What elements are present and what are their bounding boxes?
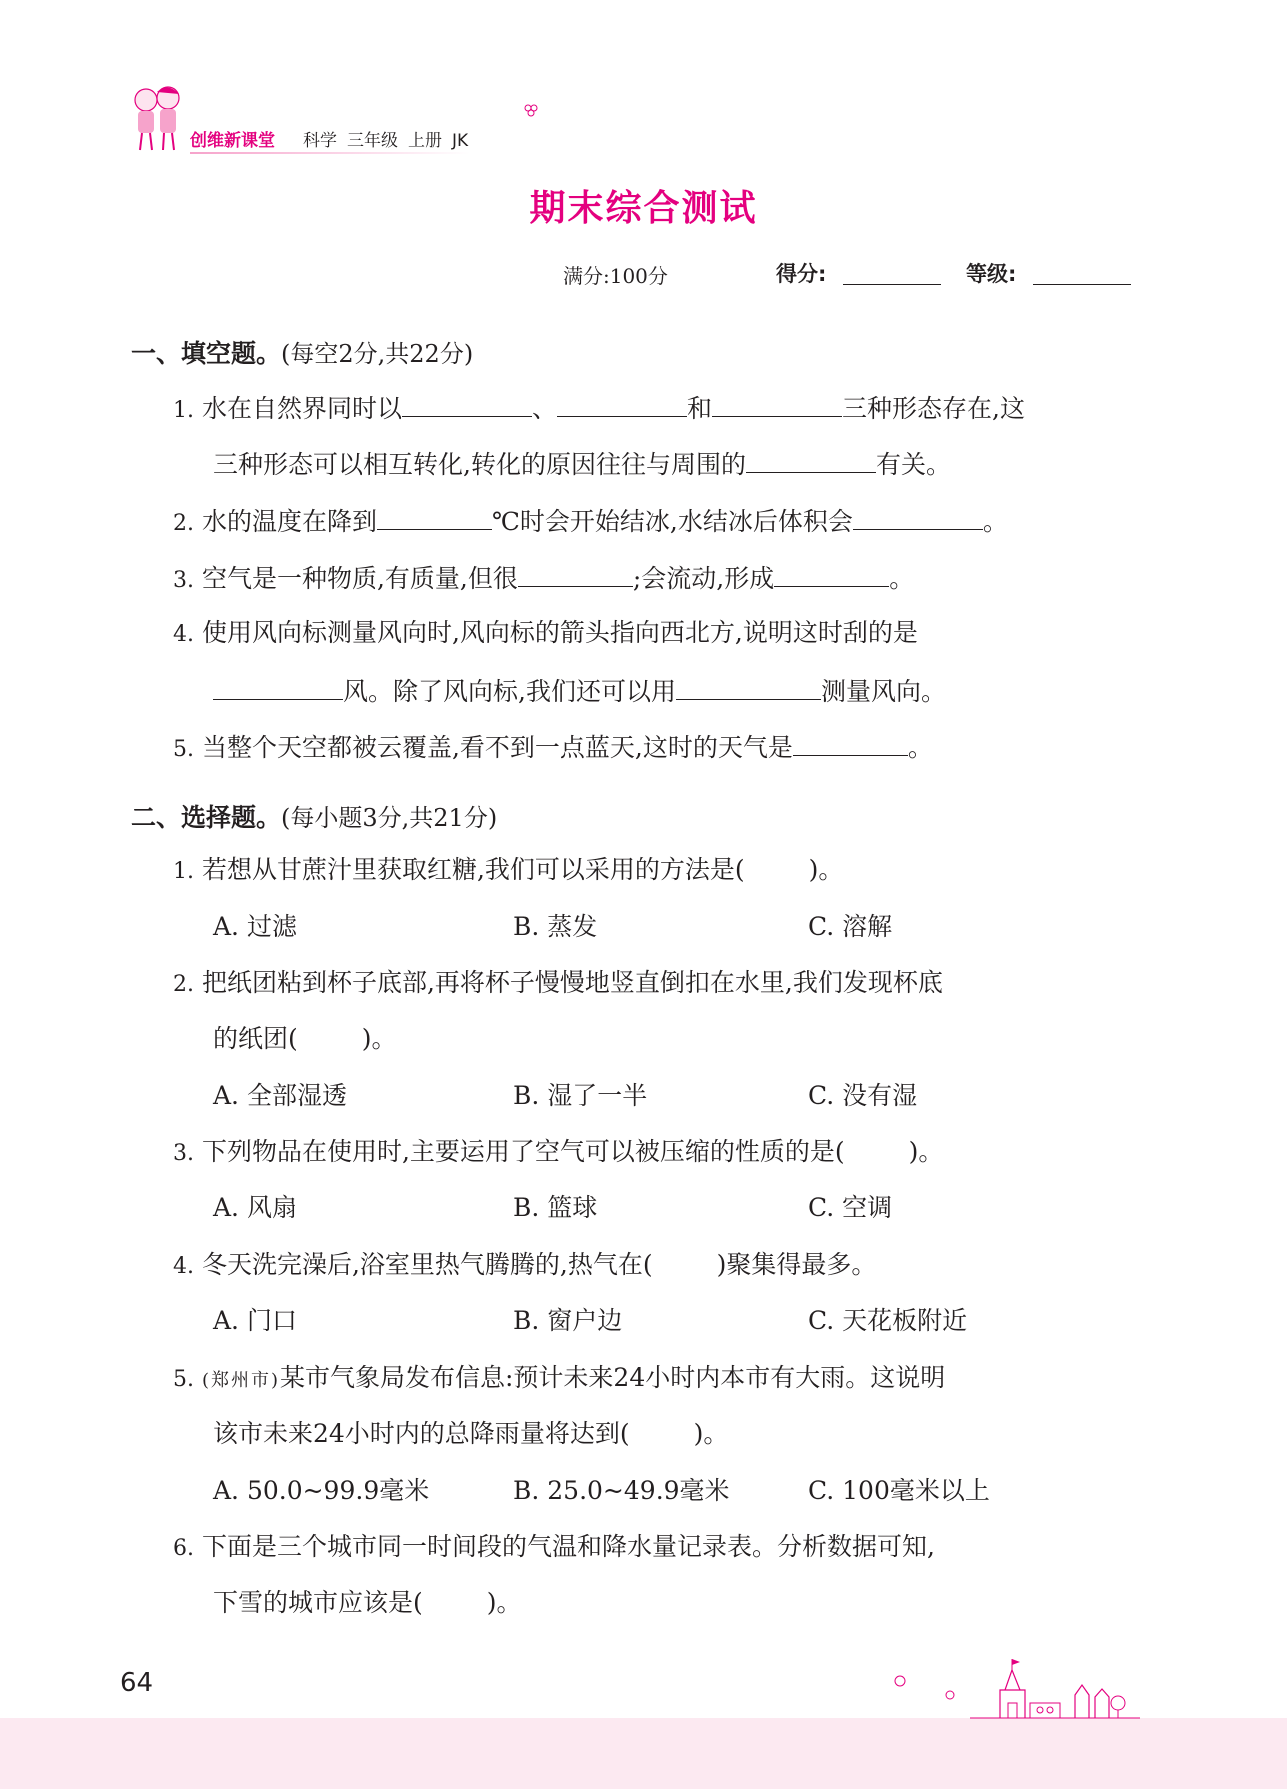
question-1-3 bbox=[173, 562, 914, 596]
question-text: 三种形态可以相互转化,转化的原因往往与周围的 bbox=[213, 450, 746, 479]
question-number: 6. bbox=[173, 1536, 194, 1561]
answer-blank[interactable] bbox=[377, 505, 492, 530]
option-c[interactable]: C. 溶解 bbox=[808, 912, 893, 941]
option-a[interactable]: A. 门口 bbox=[213, 1306, 297, 1335]
book-info bbox=[303, 126, 478, 151]
question-number: 3. bbox=[173, 1141, 194, 1166]
question-text: ;会流动,形成 bbox=[632, 564, 775, 593]
question-text: 有关。 bbox=[875, 450, 951, 479]
question-1-1 bbox=[173, 392, 1025, 426]
option-a[interactable]: A. 全部湿透 bbox=[213, 1081, 347, 1110]
edition: JK bbox=[452, 131, 469, 151]
option-a[interactable]: A. 过滤 bbox=[213, 912, 297, 941]
question-text: )。 bbox=[486, 1588, 522, 1617]
grade-blank[interactable] bbox=[1033, 284, 1131, 285]
source-city: (郑州市) bbox=[201, 1370, 280, 1391]
question-2-3 bbox=[173, 1137, 943, 1169]
flower-icon bbox=[520, 100, 544, 124]
question-1-4 bbox=[173, 618, 918, 650]
full-score: 满分:100分 bbox=[563, 264, 668, 288]
question-2-4 bbox=[173, 1250, 876, 1282]
question-text: 三种形态存在,这 bbox=[842, 394, 1025, 423]
question-1-2 bbox=[173, 505, 1008, 539]
question-text: 把纸团粘到杯子底部,再将杯子慢慢地竖直倒扣在水里,我们发现杯底 bbox=[201, 968, 943, 997]
option-c[interactable]: C. 100毫米以上 bbox=[808, 1476, 990, 1505]
grade: 三年级 bbox=[347, 131, 398, 151]
question-2-5 bbox=[173, 1363, 945, 1396]
question-text: 、 bbox=[531, 394, 557, 423]
answer-blank[interactable] bbox=[557, 392, 687, 417]
option-b[interactable]: B. 窗户边 bbox=[513, 1306, 623, 1335]
question-text: 。 bbox=[982, 507, 1008, 536]
question-text: 当整个天空都被云覆盖,看不到一点蓝天,这时的天气是 bbox=[201, 733, 793, 762]
question-text: 该市未来24小时内的总降雨量将达到( bbox=[213, 1419, 630, 1448]
question-text: 测量风向。 bbox=[820, 677, 946, 706]
answer-blank[interactable] bbox=[402, 392, 532, 417]
answer-blank[interactable] bbox=[774, 562, 889, 587]
question-1-5 bbox=[173, 731, 933, 765]
question-text: )。 bbox=[808, 855, 844, 884]
page-number: 64 bbox=[120, 1668, 154, 1698]
question-2-2-cont bbox=[213, 1024, 397, 1054]
question-2-6-cont bbox=[213, 1588, 522, 1618]
question-number: 3. bbox=[173, 568, 194, 593]
subject: 科学 bbox=[303, 131, 337, 151]
question-text: ℃时会开始结冰,水结冰后体积会 bbox=[491, 507, 853, 536]
question-number: 2. bbox=[173, 511, 194, 536]
section-fill-blank-heading bbox=[131, 334, 473, 370]
option-b[interactable]: B. 蒸发 bbox=[513, 912, 598, 941]
question-text: 水的温度在降到 bbox=[201, 507, 377, 536]
option-c[interactable]: C. 空调 bbox=[808, 1193, 893, 1222]
question-text: 若想从甘蔗汁里获取红糖,我们可以采用的方法是( bbox=[201, 855, 745, 884]
question-number: 4. bbox=[173, 622, 194, 647]
question-2-6 bbox=[173, 1532, 935, 1564]
section-title: 二、选择题。 bbox=[131, 803, 282, 832]
mascot-children-illustration bbox=[128, 82, 188, 157]
question-text: )。 bbox=[908, 1137, 944, 1166]
option-b[interactable]: B. 篮球 bbox=[513, 1193, 598, 1222]
question-number: 1. bbox=[173, 859, 194, 884]
series-name: 创维新课堂 bbox=[190, 131, 275, 151]
question-text: 下雪的城市应该是( bbox=[213, 1588, 423, 1617]
answer-blank[interactable] bbox=[213, 675, 343, 700]
question-text: 空气是一种物质,有质量,但很 bbox=[201, 564, 518, 593]
question-text: 使用风向标测量风向时,风向标的箭头指向西北方,说明这时刮的是 bbox=[201, 618, 918, 647]
grade-label: 等级: bbox=[966, 262, 1017, 286]
question-text: 和 bbox=[686, 394, 712, 423]
option-c[interactable]: C. 没有湿 bbox=[808, 1081, 918, 1110]
question-1-1-cont bbox=[213, 448, 951, 480]
answer-blank[interactable] bbox=[676, 675, 821, 700]
question-text: 的纸团( bbox=[213, 1024, 298, 1053]
question-number: 5. bbox=[173, 737, 194, 762]
score-blank[interactable] bbox=[843, 284, 941, 285]
header-divider bbox=[190, 152, 470, 154]
volume: 上册 bbox=[408, 131, 442, 151]
section-note: (每小题3分,共21分) bbox=[281, 804, 498, 832]
question-text: 。 bbox=[907, 733, 933, 762]
question-number: 5. bbox=[173, 1367, 194, 1392]
section-note: (每空2分,共22分) bbox=[281, 340, 474, 368]
option-a[interactable]: A. 风扇 bbox=[213, 1193, 297, 1222]
option-a[interactable]: A. 50.0~99.9毫米 bbox=[213, 1476, 430, 1505]
question-text: 某市气象局发布信息:预计未来24小时内本市有大雨。这说明 bbox=[280, 1363, 946, 1392]
question-text: 冬天洗完澡后,浴室里热气腾腾的,热气在( bbox=[201, 1250, 653, 1279]
question-text: 下面是三个城市同一时间段的气温和降水量记录表。分析数据可知, bbox=[201, 1532, 935, 1561]
option-b[interactable]: B. 25.0~49.9毫米 bbox=[513, 1476, 730, 1505]
option-c[interactable]: C. 天花板附近 bbox=[808, 1306, 968, 1335]
question-text: )。 bbox=[693, 1419, 729, 1448]
castle-decoration-icon bbox=[880, 1645, 1180, 1725]
option-b[interactable]: B. 湿了一半 bbox=[513, 1081, 648, 1110]
question-2-5-cont bbox=[213, 1419, 728, 1449]
question-text: 水在自然界同时以 bbox=[201, 394, 402, 423]
question-text: 。 bbox=[889, 564, 915, 593]
footer-band bbox=[0, 1718, 1287, 1789]
question-number: 4. bbox=[173, 1254, 194, 1279]
page-header bbox=[128, 82, 528, 157]
page-title: 期末综合测试 bbox=[529, 188, 758, 229]
answer-blank[interactable] bbox=[712, 392, 842, 417]
question-2-1 bbox=[173, 855, 843, 887]
answer-blank[interactable] bbox=[793, 731, 908, 756]
answer-blank[interactable] bbox=[746, 448, 876, 473]
question-text: )。 bbox=[361, 1024, 397, 1053]
score-label: 得分: bbox=[776, 262, 827, 286]
answer-blank[interactable] bbox=[853, 505, 983, 530]
question-number: 2. bbox=[173, 972, 194, 997]
question-1-4-cont bbox=[213, 675, 946, 707]
question-2-2 bbox=[173, 968, 943, 1000]
question-number: 1. bbox=[173, 398, 194, 423]
question-text: )聚集得最多。 bbox=[716, 1250, 877, 1279]
question-text: 下列物品在使用时,主要运用了空气可以被压缩的性质的是( bbox=[201, 1137, 845, 1166]
answer-blank[interactable] bbox=[518, 562, 633, 587]
question-text: 风。除了风向标,我们还可以用 bbox=[343, 677, 676, 706]
section-title: 一、填空题。 bbox=[131, 339, 282, 368]
section-multiple-choice-heading bbox=[131, 798, 497, 834]
